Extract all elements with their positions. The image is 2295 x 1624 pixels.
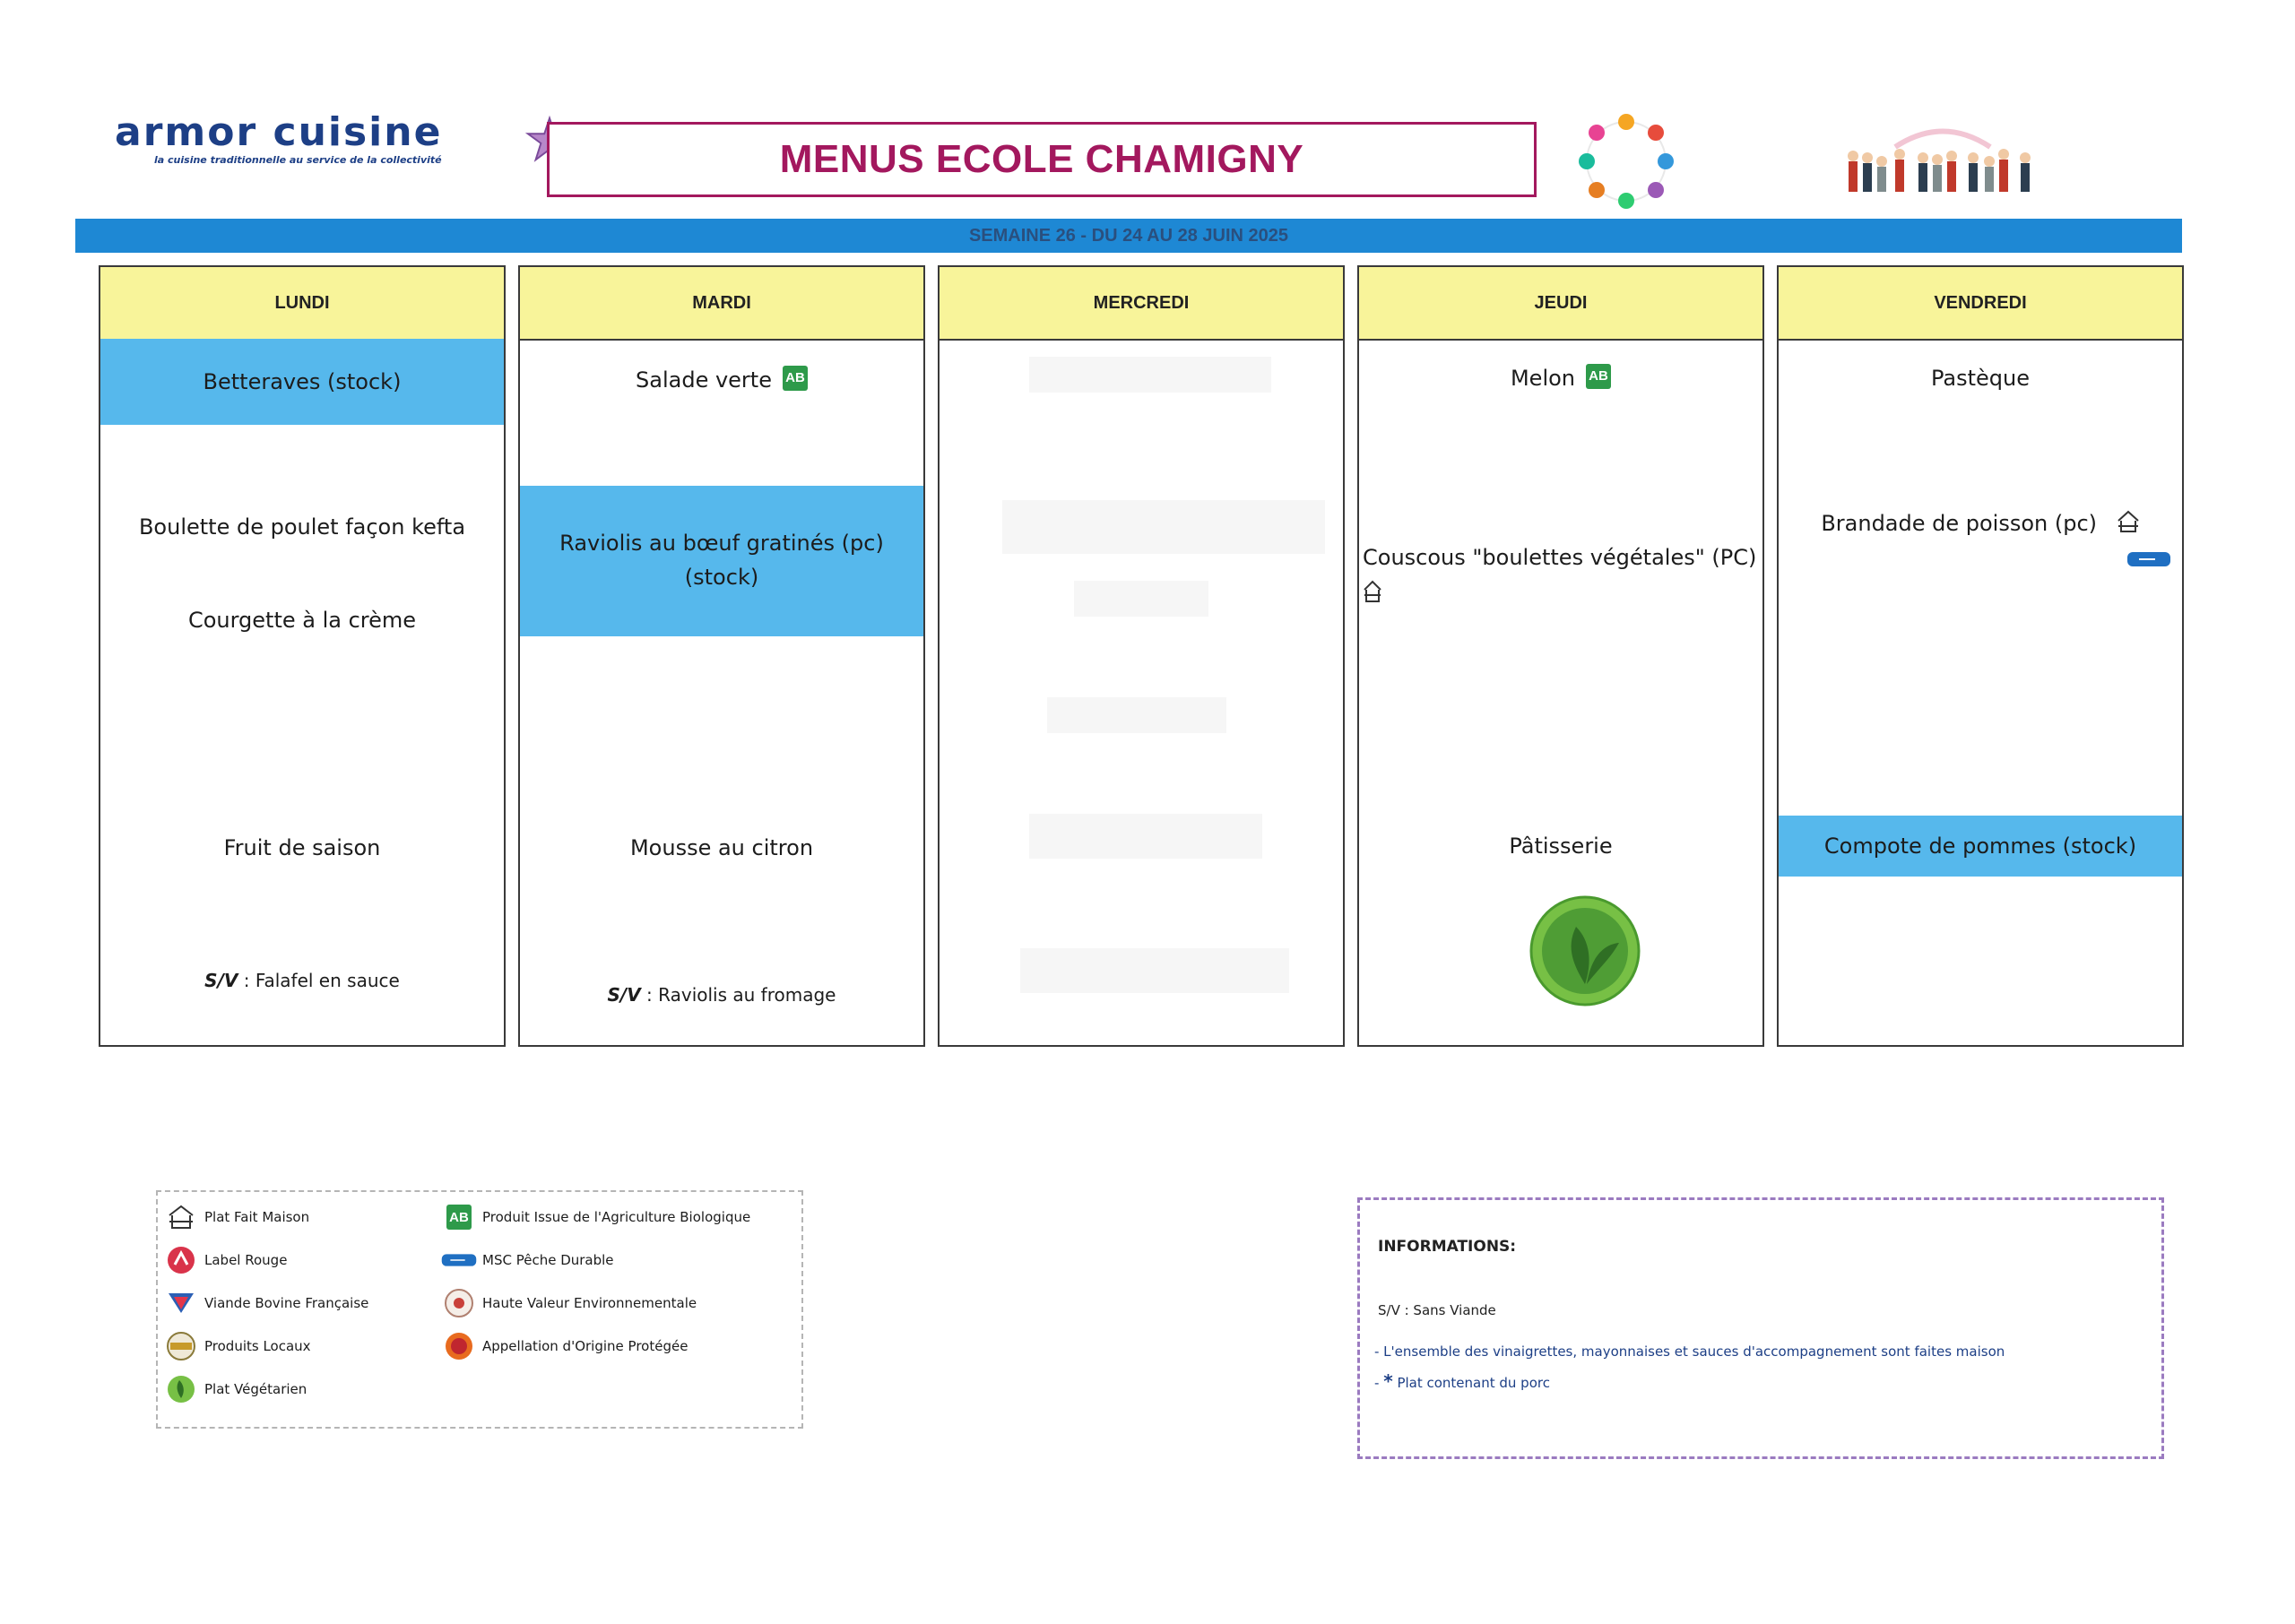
legend-label: Produits Locaux (204, 1338, 311, 1354)
blank-area (1029, 357, 1271, 393)
starter: Betteraves (stock) (203, 369, 402, 394)
info-line-text: Plat contenant du porc (1397, 1375, 1550, 1391)
info-sv: S/V : Sans Viande (1378, 1302, 1496, 1318)
aop-icon (444, 1331, 474, 1361)
sv-prefix: S/V (607, 984, 641, 1006)
logo-tagline: la cuisine traditionnelle au service de la collectivité (154, 154, 442, 166)
legend-label: MSC Pêche Durable (482, 1252, 614, 1268)
produits-locaux-icon (165, 1331, 197, 1361)
day-column-jeudi (1357, 265, 1764, 1047)
starter: Salade verte (636, 367, 772, 393)
main-dish: Boulette de poulet façon kefta (138, 514, 466, 540)
page-title: MENUS ECOLE CHAMIGNY (779, 137, 1304, 181)
blank-area (1074, 581, 1208, 617)
sv-option (100, 963, 504, 998)
info-line: - L'ensemble des vinaigrettes, mayonnaises et sauces d'accompagnement sont faites maison (1374, 1343, 2005, 1360)
children-banner-illustration (1841, 120, 2044, 201)
day-header: VENDREDI (1779, 267, 2182, 341)
legend-label: Plat Fait Maison (204, 1209, 310, 1225)
dessert: Mousse au citron (629, 835, 814, 860)
week-label: SEMAINE 26 - DU 24 AU 28 JUIN 2025 (968, 225, 1289, 246)
day-header: MERCREDI (940, 267, 1343, 341)
legend-item (163, 1244, 287, 1276)
legend-label: Haute Valeur Environnementale (482, 1295, 697, 1311)
legend-label: Label Rouge (204, 1252, 288, 1268)
kids-circle-illustration (1571, 106, 1682, 217)
starter-row (520, 362, 923, 398)
main-row (1779, 505, 2182, 541)
legend-item (441, 1201, 750, 1233)
legend-item (163, 1330, 311, 1362)
legend-label: Appellation d'Origine Protégée (482, 1338, 688, 1354)
info-title: INFORMATIONS: (1378, 1238, 1517, 1256)
plat-vegetarien-icon (166, 1374, 196, 1404)
bio-ab-icon: AB (783, 366, 808, 391)
info-box (1357, 1197, 2164, 1459)
bio-ab-icon: AB (446, 1205, 472, 1230)
dessert: Compote de pommes (stock) (1823, 834, 2137, 859)
asterisk-icon: * (1383, 1370, 1393, 1392)
sv-text: : Raviolis au fromage (640, 984, 836, 1006)
legend-box (156, 1190, 803, 1429)
day-header: MARDI (520, 267, 923, 341)
dessert: Pâtisserie (1509, 834, 1613, 859)
plat-fait-maison-icon (2117, 510, 2140, 533)
viande-bovine-francaise-icon (166, 1290, 196, 1317)
blank-area (1002, 500, 1325, 554)
day-column-lundi (99, 265, 506, 1047)
starter: Melon (1510, 366, 1576, 391)
plat-fait-maison-icon (167, 1204, 195, 1231)
legend-label: Produit Issue de l'Agriculture Biologique (482, 1209, 751, 1225)
day-column-vendredi (1777, 265, 2184, 1047)
logo-title: armor cuisine (115, 109, 443, 155)
legend-label: Plat Végétarien (204, 1381, 307, 1397)
sv-text: : Falafel en sauce (238, 970, 400, 991)
bio-ab-icon: AB (1586, 364, 1611, 389)
side-dish: Courgette à la crème (187, 608, 417, 633)
main-dish-note: (stock) (684, 565, 759, 590)
info-line: - * Plat contenant du porc (1374, 1370, 1550, 1392)
day-column-mercredi (938, 265, 1345, 1047)
day-column-mardi (518, 265, 925, 1047)
blank-area (1047, 697, 1226, 733)
legend-label: Viande Bovine Française (204, 1295, 369, 1311)
title-box (547, 122, 1537, 197)
plat-fait-maison-icon (1363, 580, 1382, 603)
main-dish: Raviolis au bœuf gratinés (pc) (559, 531, 884, 556)
starter: Pastèque (1931, 366, 2030, 391)
main-row (1359, 540, 1762, 611)
main-dish: Couscous "boulettes végétales" (PC) (1363, 545, 1757, 570)
haute-valeur-environnementale-icon (444, 1288, 474, 1318)
msc-peche-durable-icon (2126, 550, 2171, 568)
day-header: JEUDI (1359, 267, 1762, 341)
plat-vegetarien-icon (1520, 894, 1650, 1007)
legend-item (163, 1201, 309, 1233)
legend-item (163, 1373, 307, 1405)
sv-option (520, 977, 923, 1013)
legend-item (163, 1287, 368, 1319)
sv-prefix: S/V (204, 970, 238, 991)
legend-item (441, 1330, 688, 1362)
starter-row (1359, 360, 1762, 396)
blank-area (1020, 948, 1289, 993)
dessert: Fruit de saison (223, 835, 381, 860)
label-rouge-icon (166, 1245, 196, 1275)
day-header: LUNDI (100, 267, 504, 341)
main-dish: Brandade de poisson (pc) (1821, 511, 2098, 536)
week-bar (75, 219, 2182, 253)
legend-item (441, 1287, 697, 1319)
msc-peche-durable-icon (441, 1250, 477, 1270)
legend-item (441, 1244, 614, 1276)
blank-area (1029, 814, 1262, 859)
